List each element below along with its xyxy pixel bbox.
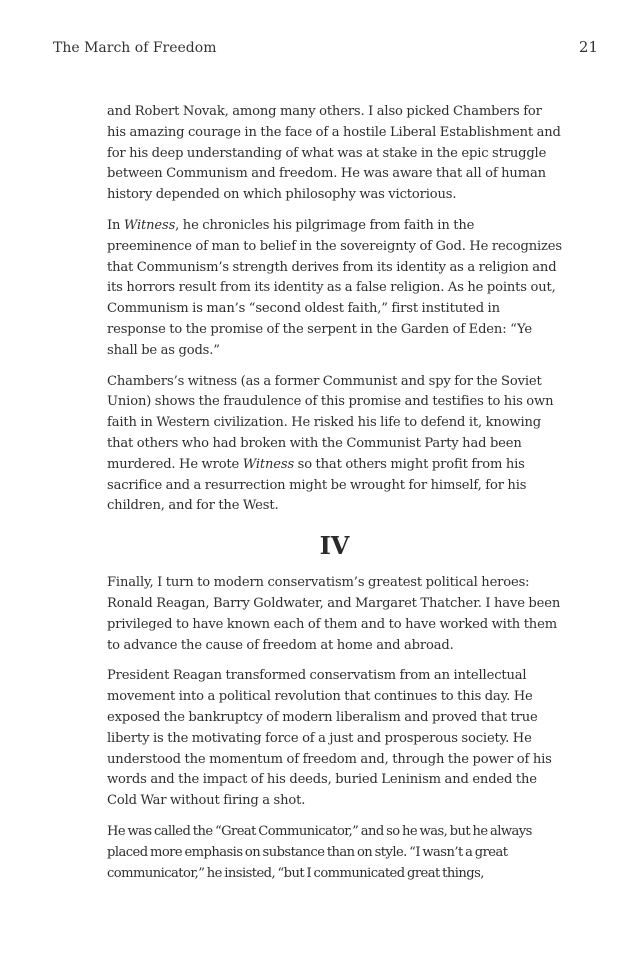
- paragraph-2: [107, 216, 562, 362]
- paragraph-2-lead: In: [107, 217, 124, 233]
- paragraph-2-rest: , he chronicles his pilgrimage from faith in the preeminence of man to belief in the sovereignty of God. He recognizes that Communism’s strength derives from its identity as a religion and its horrors result from its identity as a false religion. As he points out, Communism is man’s “second oldest faith,” first instituted in response to the promise of the serpent in the Garden of Eden: “Ye shall be as gods.”: [107, 217, 562, 358]
- page-number: 21: [578, 38, 598, 56]
- paragraph-6: He was called the “Great Communicator,” and so he was, but he always placed more emphasis on substance than on style. “I wasn’t a great communicator,” he insisted, “but I communicated great things,: [107, 823, 532, 881]
- section-heading: IV: [319, 531, 350, 561]
- paragraph-3-rest: so that others might profit from his sacrifice and a resurrection might be wrought for himself, for his children, and for the West.: [107, 456, 527, 514]
- book-title-witness: Witness: [123, 217, 176, 233]
- book-title-witness: Witness: [242, 456, 295, 472]
- paragraph-1: and Robert Novak, among many others. I also picked Chambers for his amazing courage in the face of a hostile Liberal Establishment and for his deep understanding of what was at stake in the epic struggle between Communism and freedom. He was aware that all of human history depended on which philosophy was victorious.: [107, 104, 561, 203]
- running-head-title: The March of Freedom: [53, 40, 217, 56]
- paragraph-5: President Reagan transformed conservatism from an intellectual movement into a political revolution that continues to this day. He exposed the bankruptcy of modern liberalism and proved that true liberty is the motivating force of a just and prosperous society. He understood the momentum of freedom and, through the power of his words and the impact of his deeds, buried Leninism and ended the Cold War without firing a shot.: [107, 668, 552, 809]
- running-head: [53, 38, 598, 58]
- body-text: [107, 102, 562, 894]
- paragraph-4: Finally, I turn to modern conservatism’s greatest political heroes: Ronald Reagan, Barry Goldwater, and Margaret Thatcher. I have been privileged to have known each of them and to have worked with them to advance the cause of freedom at home and abroad.: [107, 575, 561, 653]
- paragraph-3: [107, 372, 562, 518]
- paragraph-3-lead: Chambers’s witness (as a former Communist and spy for the Soviet Union) shows the fraudulence of this promise and testifies to his own faith in Western civilization. He risked his life to defend it, knowing that others who had broken with the Communist Party had been murdered. He wrote: [107, 373, 554, 472]
